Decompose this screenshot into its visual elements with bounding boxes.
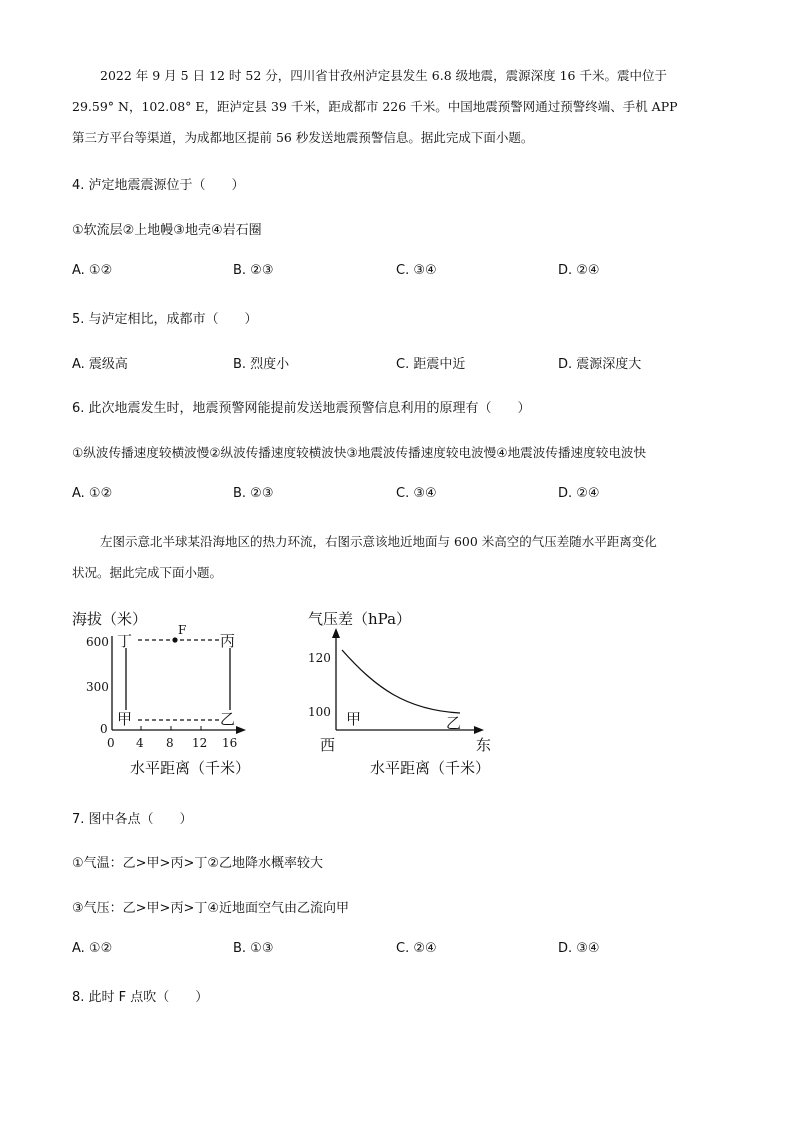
- y-tick-label: 100: [308, 705, 331, 719]
- point-f-marker: [172, 637, 177, 642]
- y-tick-label: 120: [308, 651, 331, 665]
- y-axis-label: 海拔（米）: [72, 610, 148, 628]
- x-axis-arrow: [236, 726, 246, 734]
- question-7-statement-2: ③气压：乙>甲>丙>丁④近地面空气由乙流向甲: [72, 901, 349, 916]
- option-d[interactable]: D. ②④: [558, 263, 600, 278]
- x-tick-label: 12: [192, 736, 208, 750]
- option-a[interactable]: A. ①②: [72, 941, 113, 956]
- option-a[interactable]: A. ①②: [72, 486, 113, 501]
- x-axis-label: 水平距离（千米）: [370, 759, 491, 777]
- question-8-stem: 8. 此时 F 点吹（ ）: [72, 990, 209, 1005]
- passage-earthquake: [72, 60, 722, 153]
- option-a[interactable]: A. 震级高: [72, 357, 128, 372]
- y-tick-label: 600: [86, 635, 109, 649]
- passage-line: 第三方平台等渠道，为成都地区提前 56 秒发送地震预警信息。据此完成下面小题。: [72, 130, 534, 145]
- x-tick-label: 8: [166, 736, 174, 750]
- east-label: 东: [476, 736, 492, 754]
- passage-line: 2022 年 9 月 5 日 12 时 52 分，四川省甘孜州泸定县发生 6.8 级地震，震源深度 16 千米。震中位于: [100, 68, 667, 83]
- y-tick-label: 0: [100, 722, 108, 736]
- option-a[interactable]: A. ①②: [72, 263, 113, 278]
- y-axis-arrow: [332, 628, 340, 638]
- option-b[interactable]: B. ②③: [233, 486, 274, 501]
- option-c[interactable]: C. ③④: [396, 486, 437, 501]
- option-c[interactable]: C. ②④: [396, 941, 437, 956]
- question-4-stem: 4. 泸定地震震源位于（ ）: [72, 178, 245, 193]
- option-d[interactable]: D. ②④: [558, 486, 600, 501]
- option-b[interactable]: B. ①③: [233, 941, 274, 956]
- passage-line: 29.59° N，102.08° E，距泸定县 39 千米，距成都市 226 千米。中国地震预警网通过预警终端、手机 APP: [72, 99, 678, 114]
- option-c[interactable]: C. 距震中近: [396, 357, 466, 372]
- figure-pressure-difference: [300, 602, 510, 782]
- x-axis-arrow: [474, 726, 484, 734]
- y-tick-label: 300: [86, 680, 109, 694]
- point-yi-label: 乙: [220, 710, 236, 728]
- passage-line: 状况。据此完成下面小题。: [72, 565, 223, 580]
- question-7-stem: 7. 图中各点（ ）: [72, 812, 193, 827]
- x-tick-label: 4: [136, 736, 144, 750]
- option-b[interactable]: B. ②③: [233, 263, 274, 278]
- question-4-statements: ①软流层②上地幔③地壳④岩石圈: [72, 223, 262, 238]
- pressure-curve: [342, 650, 460, 713]
- question-6-stem: 6. 此次地震发生时，地震预警网能提前发送地震预警信息利用的原理有（ ）: [72, 401, 531, 416]
- question-6-statements: ①纵波传播速度较横波慢②纵波传播速度较横波快③地震波传播速度较电波慢④地震波传播速度较电波快: [72, 445, 647, 460]
- question-7-statement-1: ①气温：乙>甲>丙>丁②乙地降水概率较大: [72, 856, 323, 871]
- option-d[interactable]: D. 震源深度大: [558, 357, 642, 372]
- point-jia-label: 甲: [346, 710, 362, 728]
- x-tick-label: 16: [222, 736, 238, 750]
- point-jia-label: 甲: [117, 710, 133, 728]
- x-axis-label: 水平距离（千米）: [130, 759, 251, 777]
- point-f-label: F: [178, 623, 187, 637]
- option-c[interactable]: C. ③④: [396, 263, 437, 278]
- y-axis-label: 气压差（hPa）: [308, 610, 412, 628]
- option-b[interactable]: B. 烈度小: [233, 357, 290, 372]
- figure-thermal-circulation: [70, 602, 290, 782]
- option-d[interactable]: D. ③④: [558, 941, 600, 956]
- question-5-stem: 5. 与泸定相比，成都市（ ）: [72, 312, 258, 327]
- point-bing-label: 丙: [220, 632, 236, 650]
- x-tick-label: 0: [107, 736, 115, 750]
- west-label: 西: [320, 736, 336, 754]
- passage-circulation: [72, 526, 722, 588]
- point-ding-label: 丁: [117, 632, 133, 650]
- passage-line: 左图示意北半球某沿海地区的热力环流，右图示意该地近地面与 600 米高空的气压差随水平距离变化: [100, 534, 657, 549]
- point-yi-label: 乙: [446, 714, 462, 732]
